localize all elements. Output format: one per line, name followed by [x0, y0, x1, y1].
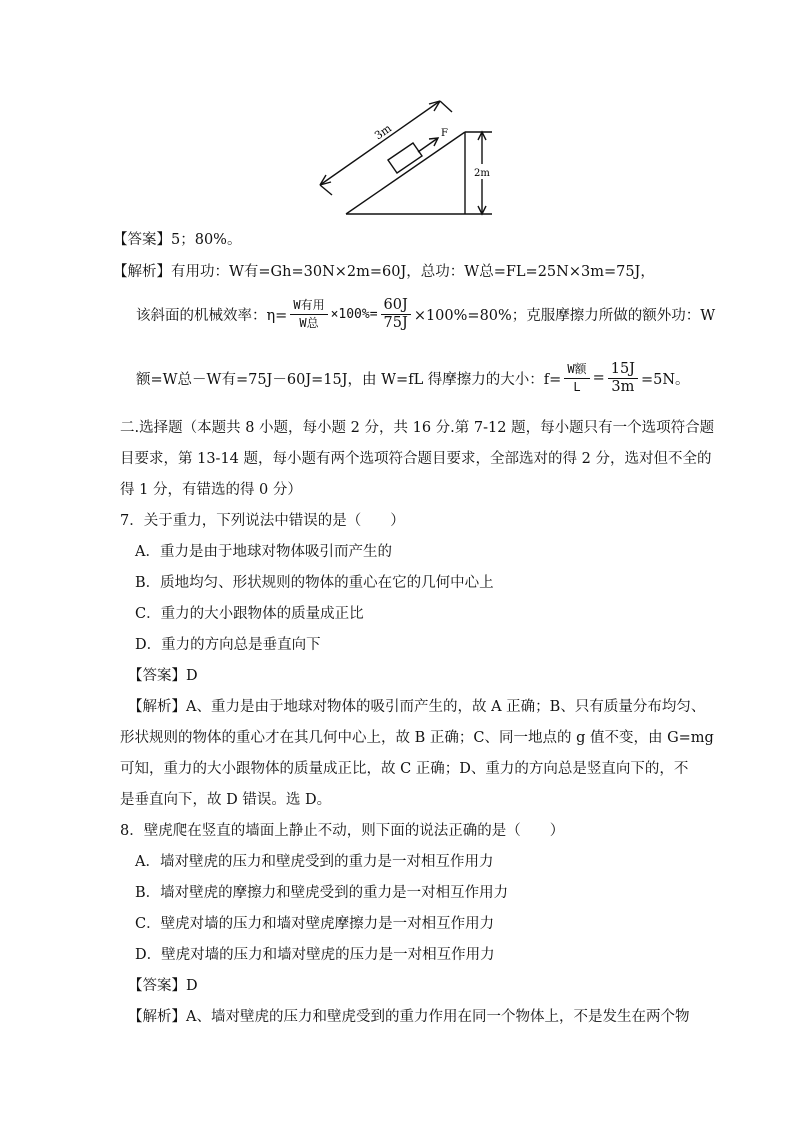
- fraction-denominator: W总: [299, 315, 319, 330]
- fraction-denominator: 75J: [383, 314, 408, 331]
- incline-figure: [310, 92, 500, 217]
- q7-option-a: A．重力是由于地球对物体吸引而产生的: [135, 544, 392, 560]
- times-100-text: ×100%=: [330, 306, 378, 322]
- q8-stem: 8．壁虎爬在竖直的墙面上静止不动，则下面的说法正确的是（ ）: [120, 823, 565, 839]
- q7-answer: 【答案】D: [128, 668, 198, 684]
- fraction-useful-total: [290, 297, 327, 332]
- fraction-denominator: L: [573, 379, 581, 394]
- efficiency-text: 该斜面的机械效率：η=: [136, 307, 288, 324]
- height-label: 2m: [474, 168, 490, 179]
- section2-line1: 二.选择题（本题共 8 小题，每小题 2 分，共 16 分.第 7-12 题，每小题只有一个选项符合题: [120, 420, 715, 436]
- q6-analysis-line1: 【解析】有用功：W有=Gh=30N×2m=60J，总功：W总=FL=25N×3m=75J，: [113, 264, 655, 280]
- q6-analysis-line3: [136, 358, 690, 398]
- fraction-15-3: [608, 361, 638, 396]
- q7-analysis-line2: 形状规则的物体的重心才在其几何中心上，故 B 正确；C、同一地点的 g 值不变，由 G=mg: [120, 730, 714, 746]
- section2-line2: 目要求，第 13-14 题，每小题有两个选项符合题目要求，全部选对的得 2 分，选对但不全的: [120, 451, 712, 467]
- q8-option-d: D．壁虎对墙的压力和墙对壁虎的压力是一对相互作用力: [135, 947, 495, 963]
- efficiency-result-text: ×100%=80%；克服摩擦力所做的额外功：W: [413, 307, 716, 324]
- equals-sign: =: [592, 370, 605, 386]
- force-label: F: [441, 128, 448, 139]
- q8-option-a: A．墙对壁虎的压力和壁虎受到的重力是一对相互作用力: [135, 854, 494, 870]
- q7-analysis-line1: 【解析】A、重力是由于地球对物体的吸引而产生的，故 A 正确；B、只有质量分布均匀、: [128, 699, 706, 715]
- friction-result-text: =5N。: [640, 371, 690, 388]
- fraction-extra-length: [564, 361, 589, 396]
- q7-option-c: C．重力的大小跟物体的质量成正比: [135, 606, 364, 622]
- fraction-60-75: [381, 297, 411, 332]
- friction-text: 额=W总－W有=75J－60J=15J，由 W=fL 得摩擦力的大小：f=: [136, 371, 562, 388]
- q8-option-b: B．墙对壁虎的摩擦力和壁虎受到的重力是一对相互作用力: [135, 885, 509, 901]
- fraction-numerator: 15J: [608, 361, 638, 379]
- q7-option-d: D．重力的方向总是垂直向下: [135, 637, 321, 653]
- q7-analysis-line3: 可知，重力的大小跟物体的质量成正比，故 C 正确；D、重力的方向总是竖直向下的，不: [120, 761, 689, 777]
- fraction-denominator: 3m: [611, 378, 635, 395]
- fraction-numerator: W额: [564, 361, 589, 379]
- fraction-numerator: W有用: [290, 297, 327, 315]
- slope-length-label: 3m: [372, 121, 394, 143]
- q7-analysis-line4: 是垂直向下，故 D 错误。选 D。: [120, 792, 332, 808]
- q8-analysis-line1: 【解析】A、墙对壁虎的压力和壁虎受到的重力作用在同一个物体上，不是发生在两个物: [128, 1009, 690, 1025]
- q6-answer: 【答案】5；80%。: [113, 232, 242, 248]
- section2-line3: 得 1 分，有错选的得 0 分）: [120, 482, 302, 498]
- fraction-numerator: 60J: [381, 297, 411, 315]
- q6-analysis-line2: [136, 296, 715, 332]
- q7-stem: 7．关于重力，下列说法中错误的是（ ）: [120, 513, 405, 529]
- q8-option-c: C．壁虎对墙的压力和墙对壁虎摩擦力是一对相互作用力: [135, 916, 495, 932]
- q7-option-b: B．质地均匀、形状规则的物体的重心在它的几何中心上: [135, 575, 494, 591]
- q8-answer: 【答案】D: [128, 978, 198, 994]
